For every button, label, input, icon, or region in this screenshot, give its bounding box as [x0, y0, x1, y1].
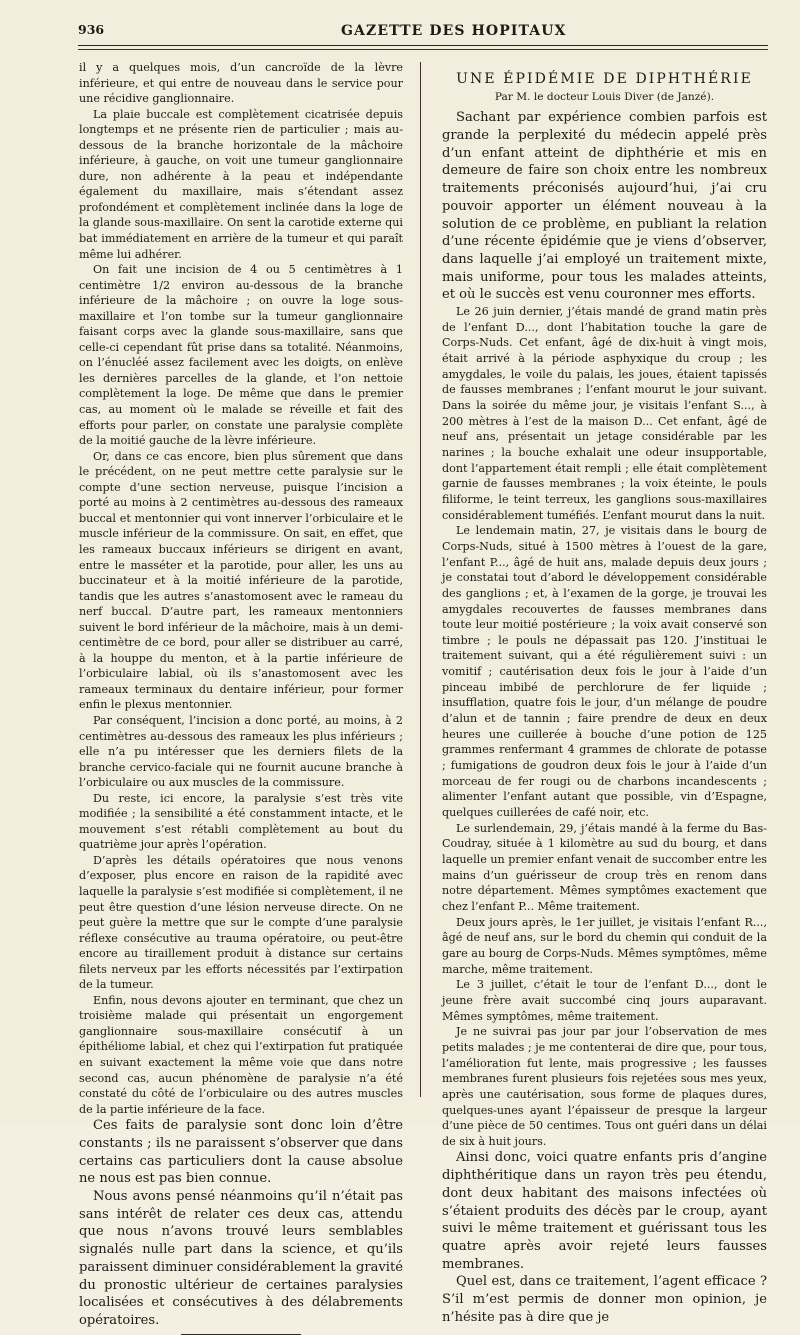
left-paragraph-3: On fait une incision de 4 ou 5 centimètres à 1 centimètre 1/2 environ au-dessous de la branche inférieure de la mâchoire ; on ouvre la loge sous-maxillaire et l’on tombe sur la tumeur ganglionnaire faisant corps avec la glande sous-maxillaire, sans que celle-ci cependant fût prise dans sa totalité. Néanmoins, on l’énucléé assez facilement avec les doigts, on enlève les dernières parcelles de la glande, et l’on nettoie complètement la loge. De même que dans le premier cas, au moment où le malade se réveille et fait des efforts pour parler, on constate une paralysie complète de la moitié gauche de la lèvre inférieure.: [79, 263, 403, 448]
page-number: 936: [78, 22, 105, 37]
right-paragraph-4: Deux jours après, le 1er juillet, je visitais l’enfant R..., âgé de neuf ans, sur le bord du chemin qui conduit de la gare au bourg de Corps-Nuds. Mêmes symptômes, même marche, même traitement.: [442, 915, 767, 976]
header-thin-rule: [78, 49, 768, 50]
right-paragraph-1: Le 26 juin dernier, j’étais mandé de grand matin près de l’enfant D..., dont l’habitation touche la gare de Corps-Nuds. Cet enfant, âgé de dix-huit à vingt mois, était arrivé à la période asphyxique du croup ; les amygdales, le voile du palais, les joues, étaient tapissés de fausses membranes ; l’enfant mourut le jour suivant. Dans la soirée du même jour, je visitais l’enfant S..., à 200 mètres à l’est de la maison D... Cet enfant, âgé de neuf ans, présentait un jetage considérable par les narines ; la bouche exhalait une odeur insupportable, dont l’appartement était rempli ; elle était complètement garnie de fausses membranes ; la voix éteinte, le pouls filiforme, le teint terreux, les ganglions sous-maxillaires considérablement tuméfiés. L’enfant mourut dans la nuit.: [442, 305, 767, 522]
left-paragraph-7: D’après les détails opératoires que nous venons d’exposer, plus encore en raison de la rapidité avec laquelle la paralysie s’est modifiée si complètement, il ne peut être question d’une lésion nerveuse directe. On ne peut guère la mettre que sur le compte d’une paralysie réflexe consécutive au trauma opératoire, ou peut-être encore au tiraillement produit à distance sur certains filets nerveux par les efforts nécessités par l’extirpation de la tumeur.: [79, 853, 403, 992]
right-paragraph-2: Le lendemain matin, 27, je visitais dans le bourg de Corps-Nuds, situé à 1500 mètres à l’ouest de la gare, l’enfant P..., âgé de huit ans, malade depuis deux jours ; je constatai tout d’abord le développement considérable des ganglions ; et, à l’examen de la gorge, je trouvai les amygdales recouvertes de fausses membranes dans toute leur moitié postérieure ; la voix avait conservé son timbre ; le pouls ne dépassait pas 120. J’instituai le traitement suivant, qui a été régulièrement suivi : un vomitif ; cautérisation deux fois le jour à l’aide d’un pinceau imbibé de perchlorure de fer liquide ; insufflation, quatre fois le jour, d’un mélange de poudre d’alun et de tannin ; faire prendre de deux en deux heures une cuillerée à bouche d’une potion de 125 grammes renfermant 4 grammes de chlorate de potasse ; fumigations de goudron deux fois le jour à l’aide d’un morceau de fer rougi ou de charbons incandescents ; alimenter l’enfant autant que possible, vin d’Espagne, quelques cuillerées de café noir, etc.: [442, 524, 767, 820]
left-paragraph-2: La plaie buccale est complètement cicatrisée depuis longtemps et ne présente rien de particulier ; mais au-dessous de la branche horizontale de la mâchoire inférieure, à gauche, on voit une tumeur ganglionnaire dure, non adhérente à la peau et indépendante également du maxillaire, mais s’étendant assez profondément et complètement inclinée dans la loge de la glande sous-maxillaire. On sent la carotide externe qui bat immédiatement en arrière de la tumeur et qui paraît même lui adhérer.: [79, 107, 403, 261]
column-divider: [420, 62, 421, 1097]
left-paragraph-8: Enfin, nous devons ajouter en terminant, que chez un troisième malade qui présentait un engorgement ganglionnaire sous-maxillaire consécutif à un épithéliome labial, et chez qui l’extirpation fut pratiquée en suivant exactement la même voie que dans notre second cas, aucun phénomène de paralysie n’a été constaté du côté de l’orbiculaire ou des autres muscles de la partie inférieure de la face.: [79, 993, 403, 1116]
article-author: Par M. le docteur Louis Diver (de Janzé).: [494, 90, 715, 103]
left-paragraph-1: il y a quelques mois, d’un cancroïde de la lèvre inférieure, et qui entre de nouveau dans le service pour une récidive ganglionnaire.: [79, 61, 403, 106]
right-paragraph-5: Le 3 juillet, c’était le tour de l’enfant D..., dont le jeune frère avait succombé cinq jours auparavant. Mêmes symptômes, même traitement.: [442, 978, 767, 1023]
left-paragraph-5: Par conséquent, l’incision a donc porté, au moins, à 2 centimètres au-dessous des rameaux les plus inférieurs ; elle n’a pu intéresser que les derniers filets de la branche cervico-faciale qui ne fournit aucune branche à l’orbiculaire ou aux muscles de la commissure.: [79, 713, 403, 790]
right-paragraph-3: Le surlendemain, 29, j’étais mandé à la ferme du Bas-Coudray, située à 1 kilomètre au sud du bourg, et dans laquelle un premier enfant venait de succomber entre les mains d’un guérisseur de croup très en renom dans notre département. Mêmes symptômes exactement que chez l’enfant P... Même traitement.: [442, 821, 767, 913]
right-conclusion-1: Ainsi donc, voici quatre enfants pris d’angine diphthéritique dans un rayon très peu étendu, dont deux habitant des maisons infectées où s’étaient produits des décès par le croup, ayant suivi le même traitement et guérissant tous les quatre après avoir rejeté leurs fausses membranes.: [442, 1150, 767, 1272]
article-end-rule: [181, 1334, 301, 1335]
left-paragraph-6: Du reste, ici encore, la paralysie s’est très vite modifiée ; la sensibilité a été constamment intacte, et le mouvement s’est rétabli complètement au bout du quatrième jour après l’opération.: [79, 791, 403, 852]
left-column: [79, 60, 403, 1328]
right-column: [442, 71, 767, 1325]
right-paragraph-6: Je ne suivrai pas jour par jour l’observation de mes petits malades ; je me contenterai de dire que, pour tous, l’amélioration fut lente, mais progressive ; les fausses membranes furent plusieurs fois rejetées sous mes yeux, après une cautérisation, sous forme de plaques dures, quelques-unes ayant l’épaisseur de presque la largeur d’une pièce de 50 centimes. Tous ont guéri dans un délai de six à huit jours.: [442, 1025, 767, 1148]
left-conclusion-1: Ces faits de paralysie sont donc loin d’être constants ; ils ne paraissent s’observer que dans certains cas particuliers dont la cause absolue ne nous est pas bien connue.: [79, 1118, 403, 1187]
header-rule: [78, 45, 768, 46]
journal-title: GAZETTE DES HOPITAUX: [341, 23, 567, 39]
page-header: [78, 22, 768, 46]
article-title: UNE ÉPIDÉMIE DE DIPHTHÉRIE: [456, 71, 753, 87]
left-paragraph-4: Or, dans ce cas encore, bien plus sûrement que dans le précédent, on ne peut mettre cette paralysie sur le compte d’une section nerveuse, puisque l’incision a porté au moins à 2 centimètres au-dessous des rameaux buccal et mentonnier qui vont innerver l’orbiculaire et le muscle inférieur de la commissure. On sait, en effet, que les rameaux buccaux inférieurs se dirigent en avant, entre le masséter et la parotide, pour aller, les uns au buccinateur et à la moitié inférieure de la parotide, tandis que les autres s’anastomosent avec le rameau du nerf buccal. D’autre part, les rameaux mentonniers suivent le bord inférieur de la mâchoire, mais à un demi-centimètre de ce bord, pour aller se distribuer au carré, à la houppe du menton, et à la partie inférieure de l’orbiculaire labial, où ils s’anastomosent avec les rameaux terminaux du dentaire inférieur, pour former enfin le plexus mentonnier.: [79, 449, 403, 712]
left-conclusion-2: Nous avons pensé néanmoins qu’il n’était pas sans intérêt de relater ces deux cas, attendu que nous n’avons trouvé leurs semblables signalés nulle part dans la science, et qu’ils paraissent diminuer considérablement la gravité du pronostic ultérieur de certaines paralysies localisées et consécutives à des délabrements opératoires.: [79, 1189, 403, 1328]
intro-paragraph: Sachant par expérience combien parfois est grande la perplexité du médecin appelé près d’un enfant atteint de diphthérie et mis en demeure de faire son choix entre les nombreux traitements préconisés aujourd’hui, j’ai cru pouvoir apporter un élément nouveau à la solution de ce problème, en publiant la relation d’une récente épidémie que je viens d’observer, dans laquelle j’ai employé un traitement mixte, mais uniforme, pour tous les malades atteints, et où le succès est venu couronner mes efforts.: [442, 110, 767, 303]
right-conclusion-2: Quel est, dans ce traitement, l’agent efficace ? S’il m’est permis de donner mon opinion, je n’hésite pas à dire que je: [442, 1274, 767, 1325]
